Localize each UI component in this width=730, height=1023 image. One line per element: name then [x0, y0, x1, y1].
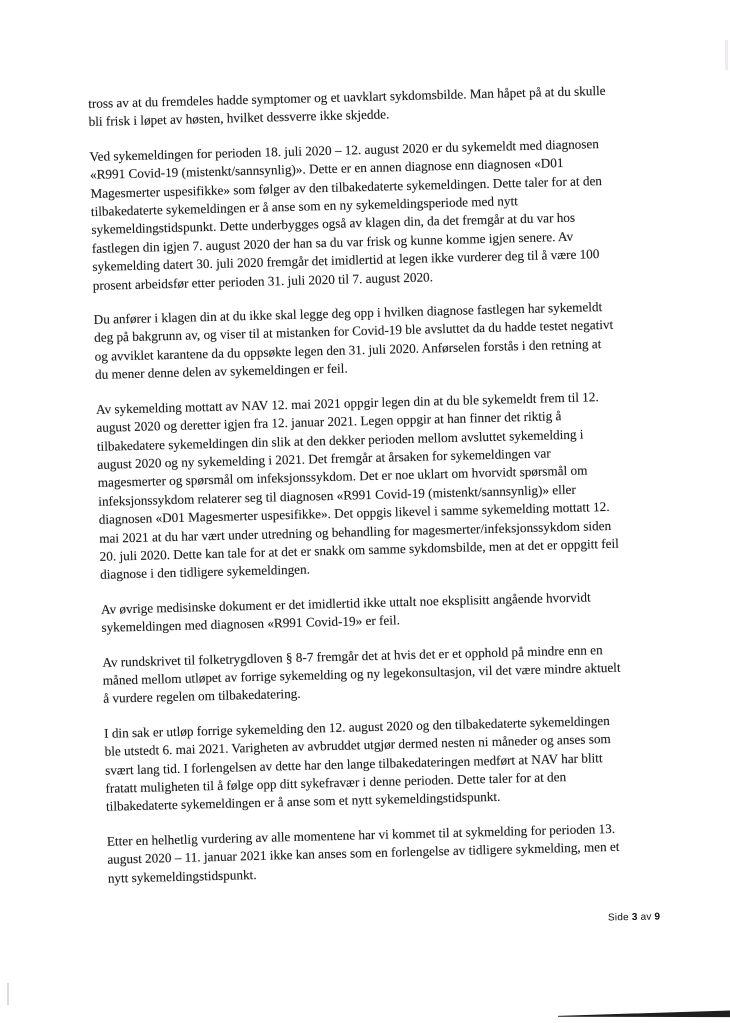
scan-artifact-bottom-edge [558, 1009, 730, 1020]
paragraph-3: Du anfører i klagen din at du ikke skal legge deg opp i hvilken diagnose fastlegen har sykemeldt deg på bakgrunn av, og viser til at mistanken for Covid-19 ble avsluttet da du hadde testet negativt og avviklet karantene da du oppsøkte legen den 31. juli 2020. Anførselen forstås i den retning at du mener denne delen av sykemeldingen er feil. [93, 299, 614, 383]
paragraph-1: tross av at du fremdeles hadde symptomer og et uavklart sykdomsbilde. Man håpet på at du skulle bli frisk i løpet av høsten, hvilket dessverre ikke skjedde. [88, 82, 606, 130]
page-number-of-label: av [640, 911, 652, 923]
paragraph-5: Av øvrige medisinske dokument er det imidlertid ikke uttalt noe eksplisitt angående hvorvidt sykemeldingen med diagnosen «R991 Covid-19» er feil. [100, 589, 591, 635]
page-number-side-label: Side [607, 912, 629, 924]
paragraph-8: Etter en helhetlig vurdering av alle momentene har vi kommet til at sykmelding for perioden 13. august 2020 – 11. januar 2021 ikke kan anses som en forlengelse av tidligere sykmelding, men et nytt sykemeldingstidspunkt. [106, 820, 620, 886]
page-number [608, 912, 660, 924]
scan-artifact-left-mark [7, 983, 9, 1005]
scan-artifact-right-mark [725, 40, 728, 70]
letter-body [88, 79, 730, 904]
paragraph-6: Av rundskrivet til folketrygdloven § 8-7 fremgår det at hvis det er et opphold på mindre enn en måned mellom utløpet av forrige sykemelding og ny legekonsultasjon, vil det være mindre aktuelt å vurdere regelen om tilbakedatering. [102, 641, 621, 707]
paragraph-4: Av sykemelding mottatt av NAV 12. mai 2021 oppgir legen din at du ble sykemeldt frem til 12. august 2020 og deretter igjen fra 12. januar 2021. Legen oppgir at han finner det riktig å tilbakedatere sykemeldingen din slik at den dekker perioden mellom avsluttet sykemelding i august 2020 og ny sykemelding i 2021. Det fremgår at årsaken for sykemeldingen var magesmerter og spørsmål om infeksjonssykdom. Det er noe uklart om hvorvidt spørsmål om infeksjonssykdom relaterer seg til diagnosen «R991 Covid-19 (mistenkt/sannsynlig)» eller diagnosen «D01 Magesmerter uspesifikke». Det oppgis likevel i samme sykemelding mottatt 12. mai 2021 at du har vært under utredning og behandling for magesmerter/infeksjonssykdom siden 20. juli 2020. Dette kan tale for at det er snakk om samme sykdomsbilde, men at det er oppgitt feil diagnose i den tidligere sykemeldingen. [95, 388, 620, 583]
page-number-total: 9 [654, 911, 661, 923]
page-number-current: 3 [631, 911, 638, 924]
paragraph-2: Ved sykemeldingen for perioden 18. juli 2020 – 12. august 2020 er du sykemeldt med diagnosen «R991 Covid-19 (mistenkt/sannsynlig)». Dette er en annen diagnose enn diagnosen «D01 Magesmerter uspesifikke» som følger av den tilbakedaterte sykemeldingen. Dette taler for at den tilbakedaterte sykemeldingen er å anse som en ny sykemeldingsperiode med nytt sykemeldingstidspunkt. Dette underbygges også av klagen din, da det fremgår at du var hos fastlegen din igjen 7. august 2020 der han sa du var frisk og kunne komme igjen senere. Av sykemelding datert 30. juli 2020 fremgår det imidlertid at legen ikke vurderer deg til å være 100 prosent arbeidsfør etter perioden 31. juli 2020 til 7. august 2020. [89, 135, 603, 293]
paragraph-7: I din sak er utløp forrige sykemelding den 12. august 2020 og den tilbakedaterte sykemeldingen ble utstedt 6. mai 2021. Varigheten av avbruddet utgjør dermed nesten ni måneder og anses som svært lang tid. I forlengelsen av dette har den lange tilbakedateringen medført at NAV har blitt fratatt muligheten til å følge opp ditt sykefravær i denne perioden. Dette taler for at den tilbakedaterte sykemeldingen er å anse som et nytt sykemeldingstidspunkt. [103, 712, 611, 815]
